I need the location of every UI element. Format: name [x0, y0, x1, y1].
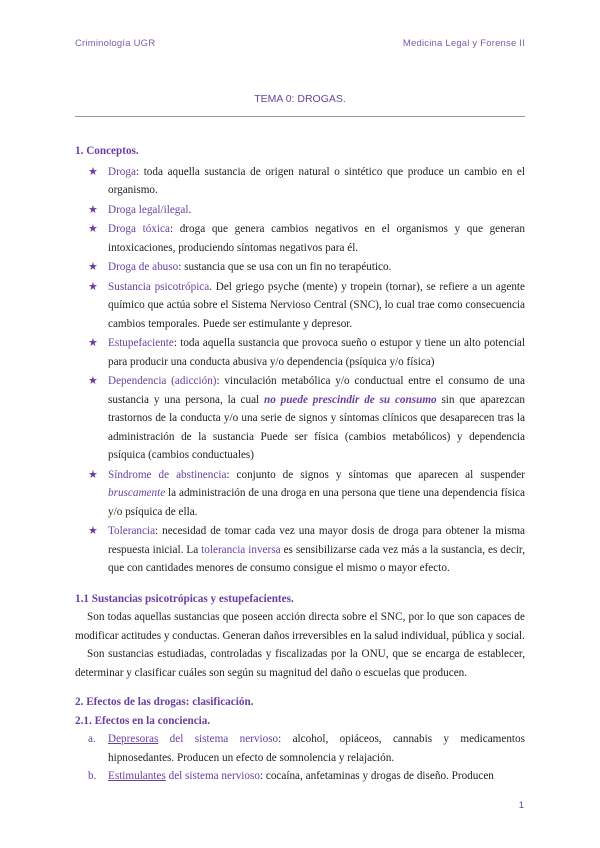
concept-text: : sustancia que se usa con un fin no terapéutico.: [178, 261, 392, 273]
spacer: [75, 579, 525, 590]
concept-emphasis: no puede prescindir de su consumo: [263, 393, 437, 406]
concept-text: la administración de una droga en una persona que tiene una dependencia física y/o psíquica de ella.: [108, 487, 525, 518]
page-number: 1: [518, 800, 524, 811]
star-icon: ★: [88, 260, 98, 273]
concept-item: [75, 278, 525, 334]
concept-item: [75, 334, 525, 371]
concept-text: : necesidad de tomar cada vez una mayor dosis de droga para obtener la misma respuesta inicial. La: [108, 525, 525, 556]
list-letter: a.: [88, 733, 96, 745]
section-heading: 2. Efectos de las drogas: clasificación.: [75, 696, 254, 708]
concept-text: .: [188, 203, 192, 216]
star-icon: ★: [88, 374, 98, 387]
star-icon: ★: [88, 164, 98, 178]
concept-term: Droga tóxica: [108, 223, 170, 235]
page-title: TEMA 0: DROGAS.: [254, 93, 346, 105]
section-heading: 1. Conceptos.: [75, 145, 139, 157]
star-icon: ★: [88, 222, 98, 235]
concept-item: [75, 466, 525, 522]
concept-term: Droga de abuso: [108, 261, 179, 273]
concept-text: : toda aquella sustancia de origen natural o sintético que produce un cambio en el organismo.: [108, 165, 525, 196]
concept-term: Dependencia (adicción): [108, 375, 217, 387]
concept-item: [75, 258, 525, 277]
effect-term-rest: del sistema nervioso: [158, 733, 279, 745]
effects-list: [75, 730, 525, 786]
document-body: [75, 142, 525, 786]
effect-text: : cocaína, anfetaminas y drogas de diseño. Producen: [259, 770, 494, 782]
subsection-heading: 2.1. Efectos en la conciencia.: [75, 714, 211, 727]
effect-item: [75, 730, 525, 767]
concept-list: [75, 163, 525, 578]
list-letter: b.: [88, 770, 97, 782]
header-right: Medicina Legal y Forense II: [402, 38, 525, 49]
concept-term: Droga: [108, 165, 136, 178]
star-icon: ★: [88, 524, 98, 537]
star-icon: ★: [88, 202, 98, 216]
concept-text: : conjunto de signos y síntomas que aparecen al suspender: [226, 468, 525, 481]
header-left: Criminología UGR: [75, 38, 156, 49]
star-icon: ★: [88, 467, 98, 481]
concept-term: Síndrome de abstinencia: [108, 468, 227, 481]
paragraph: Son sustancias estudiadas, controladas y fiscalizadas por la ONU, que se encarga de establecer, determinar y clasificar cuáles son según su magnitud del daño o escuelas que producen.: [75, 648, 525, 679]
concept-term: Droga legal/ilegal: [108, 203, 189, 216]
concept-item: [75, 201, 525, 220]
effect-term-rest: del sistema nervioso: [165, 770, 260, 782]
concept-term: Estupefaciente: [108, 337, 174, 349]
concept-term: Tolerancia: [108, 525, 156, 537]
concept-text: es sensibilizarse cada vez más a la sustancia, es decir, que con cantidades menores de consumo consigue el mismo o mayor efecto.: [108, 543, 526, 574]
concept-text: : toda aquella sustancia que provoca sueño o estupor y tiene un alto potencial para producir una conducta abusiva y/o dependencia (psíquica y/o física): [108, 337, 525, 368]
concept-item: [75, 220, 525, 257]
effect-item: [75, 767, 525, 786]
effect-term: Depresoras: [108, 733, 159, 745]
effect-text: : alcohol, opiáceos, cannabis y medicamentos hipnosedantes. Producen un efecto de somnolencia y relajación.: [108, 733, 525, 764]
title-divider: [75, 116, 525, 117]
concept-text: : vinculación metabólica y/o conductual entre el consumo de una sustancia y una persona, la cual: [108, 375, 525, 406]
concept-item: [75, 163, 525, 200]
concept-text: : droga que genera cambios negativos en el organismos y que generan intoxicaciones, produciendo síntomas negativos para él.: [108, 223, 525, 254]
star-icon: ★: [88, 336, 98, 349]
concept-text: sin que aparezcan trastornos de la conducta y/o una serie de signos y síntomas clínicos que desaparecen tras la administración de la sustancia Puede ser física (cambios metabólicos) y dependencia psíquica (cambios conductuales): [108, 393, 525, 461]
paragraph: Son todas aquellas sustancias que poseen acción directa sobre el SNC, por lo que son capaces de modificar actitudes y conductas. Generan daños irreversibles en la salud individual, pública y social.: [75, 611, 525, 642]
subsection-heading: 1.1 Sustancias psicotrópicas y estupefacientes.: [75, 592, 294, 605]
star-icon: ★: [88, 279, 98, 293]
effect-term: Estimulantes: [108, 770, 166, 782]
concept-term-secondary: tolerancia inversa: [201, 543, 281, 556]
concept-item: [75, 372, 525, 465]
concept-emphasis: bruscamente: [108, 487, 166, 499]
concept-text: . Del griego psyche (mente) y tropein (tornar), se refiere a un agente químico que actúa sobre el Sistema Nervioso Central (SNC), lo cual trae como consecuencia cambios temporales. Puede ser estimulante y depresor.: [108, 280, 525, 330]
concept-term: Sustancia psicotrópica: [108, 280, 210, 293]
concept-item: [75, 522, 525, 578]
spacer: [75, 682, 525, 693]
